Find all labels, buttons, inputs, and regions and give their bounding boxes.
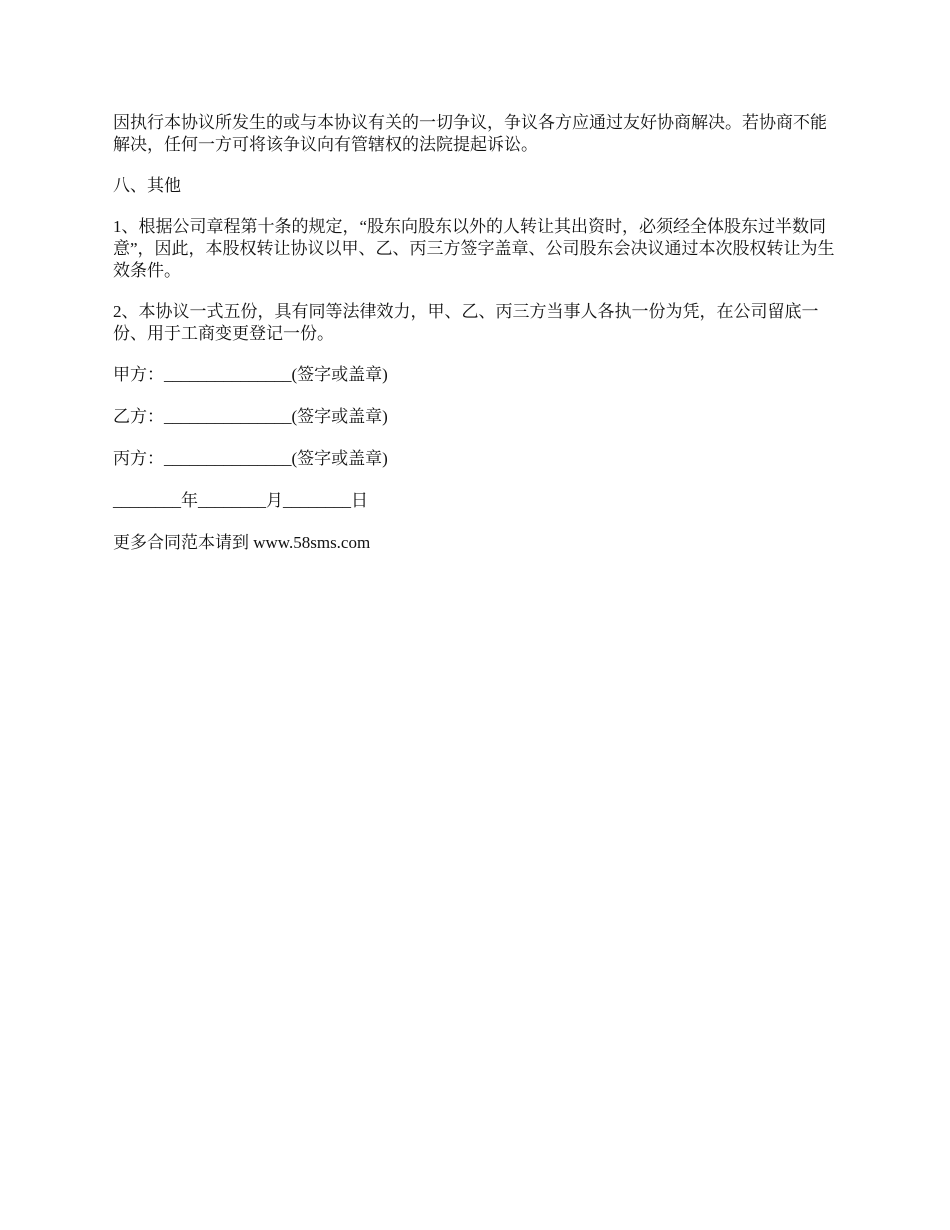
dispute-resolution-paragraph: 因执行本协议所发生的或与本协议有关的一切争议，争议各方应通过友好协商解决。若协商不能解决，任何一方可将该争议向有管辖权的法院提起诉讼。 (113, 113, 827, 154)
signature-party-a: 甲方：_______________(签字或盖章) (113, 365, 388, 384)
clause-2-paragraph: 2、本协议一式五份，具有同等法律效力，甲、乙、丙三方当事人各执一份为凭，在公司留底一份、用于工商变更登记一份。 (113, 302, 819, 343)
clause-1-paragraph: 1、根据公司章程第十条的规定，“股东向股东以外的人转让其出资时，必须经全体股东过半数同意”，因此，本股权转让协议以甲、乙、丙三方签字盖章、公司股东会决议通过本次股权转让为生效条件。 (113, 217, 835, 280)
date-line: ________年________月________日 (113, 491, 368, 510)
document-page (113, 112, 843, 573)
footer-note: 更多合同范本请到 www.58sms.com (113, 533, 371, 552)
section-heading-other: 八、其他 (113, 176, 181, 195)
signature-party-c: 丙方：_______________(签字或盖章) (113, 449, 388, 468)
signature-party-b: 乙方：_______________(签字或盖章) (113, 407, 388, 426)
